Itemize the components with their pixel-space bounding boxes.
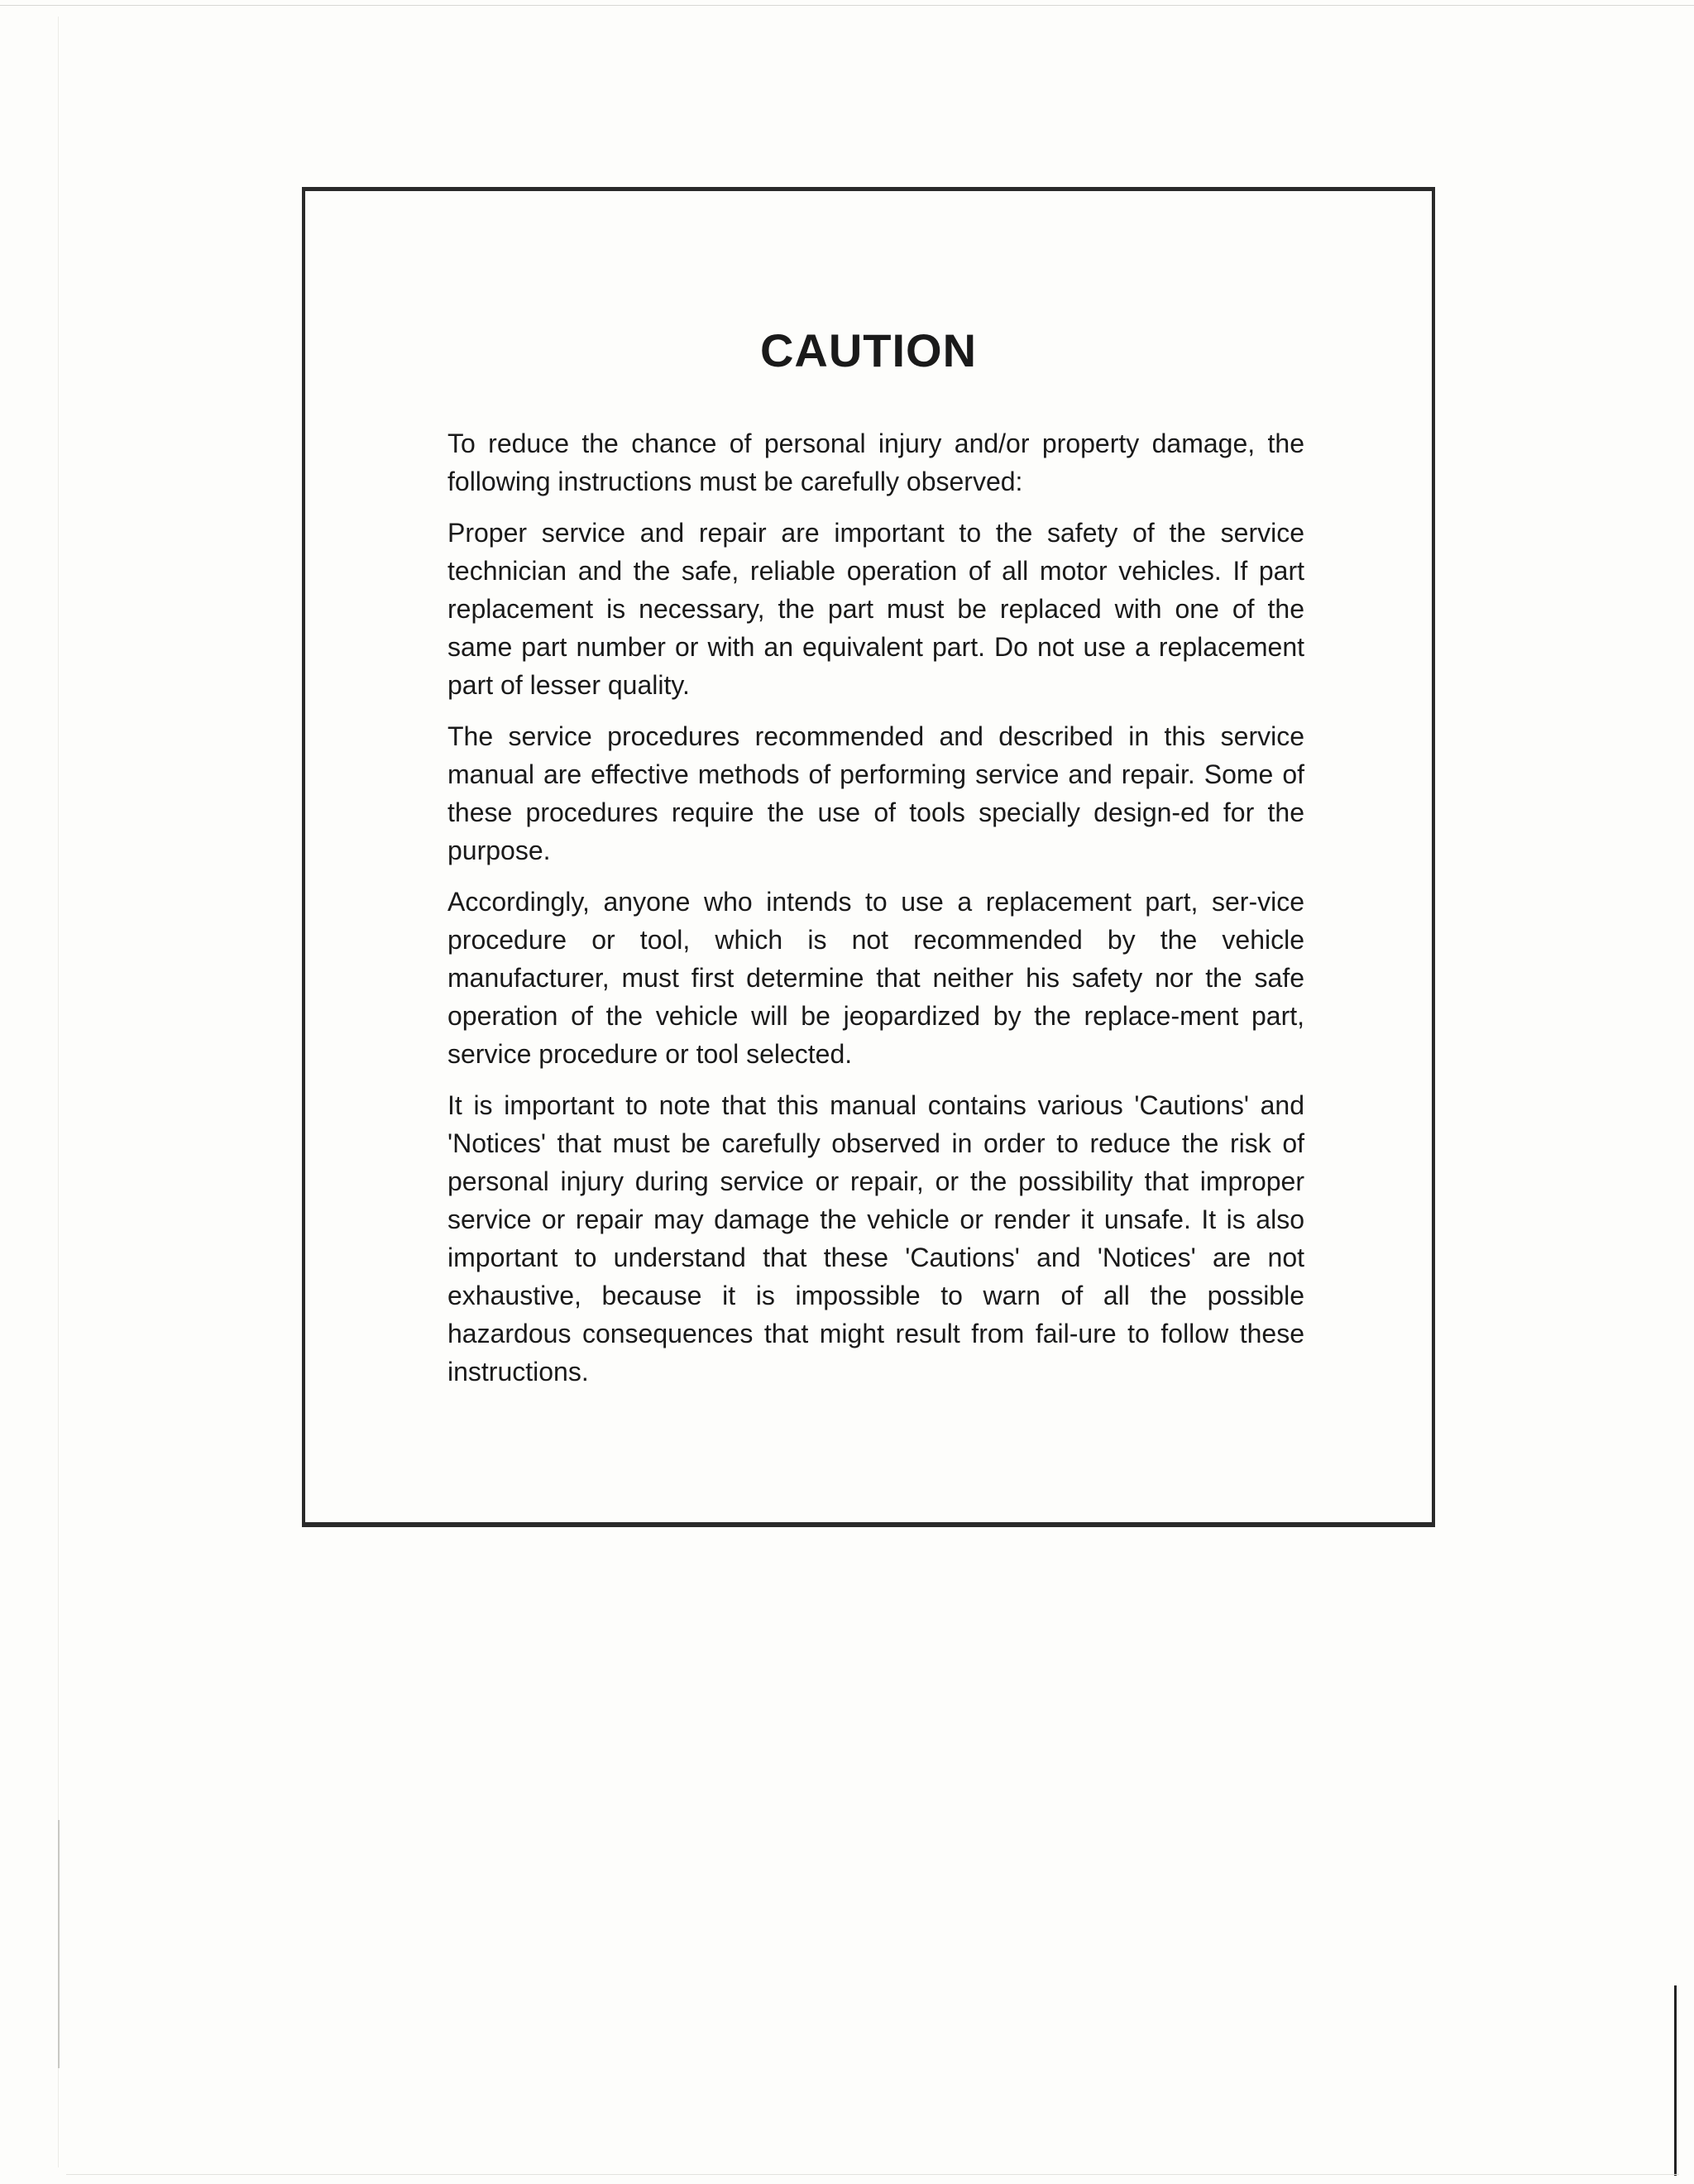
scan-edge-bottom [66,2174,1679,2175]
caution-paragraph-repair: Proper service and repair are important to the safety of the service technician and the safe, reliable operation of all motor vehicles. If part replacement is necessary, the part must be replaced with one of the same part number or with an equivalent part. Do not use a replacement part of lesser quality. [447,518,1304,700]
caution-paragraph-accordingly: Accordingly, anyone who intends to use a replacement part, ser-vice procedure or tool, which is not recommended by the vehicle manufacturer, must first determine that neither his safety nor the safe operation of the vehicle will be jeopardized by the replace-ment part, service procedure or tool selected. [447,887,1304,1069]
scan-edge-right-mark [1674,1985,1677,2176]
caution-paragraph-procedures: The service procedures recommended and described in this service manual are effective methods of performing service and repair. Some of these procedures require the use of tools specially design-ed for the purpose. [447,721,1304,865]
caution-title: CAUTION [759,324,978,376]
caution-paragraph-notices: It is important to note that this manual contains various 'Cautions' and 'Notices' that must be carefully observed in order to reduce the risk of personal injury during service or repair, or the possibility that improper service or repair may damage the vehicle or render it unsafe. It is also important to understand that these 'Cautions' and 'Notices' are not exhaustive, because it is impossible to warn of all the possible hazardous consequences that might result from fail-ure to follow these instructions. [447,1090,1304,1387]
caution-paragraph-intro: To reduce the chance of personal injury and/or property damage, the following instructions must be carefully observed: [447,429,1304,496]
scan-edge-top [0,5,1694,6]
caution-box [302,187,1435,1527]
scan-edge-left-mark [58,1820,60,2068]
caution-text [447,424,1304,1404]
